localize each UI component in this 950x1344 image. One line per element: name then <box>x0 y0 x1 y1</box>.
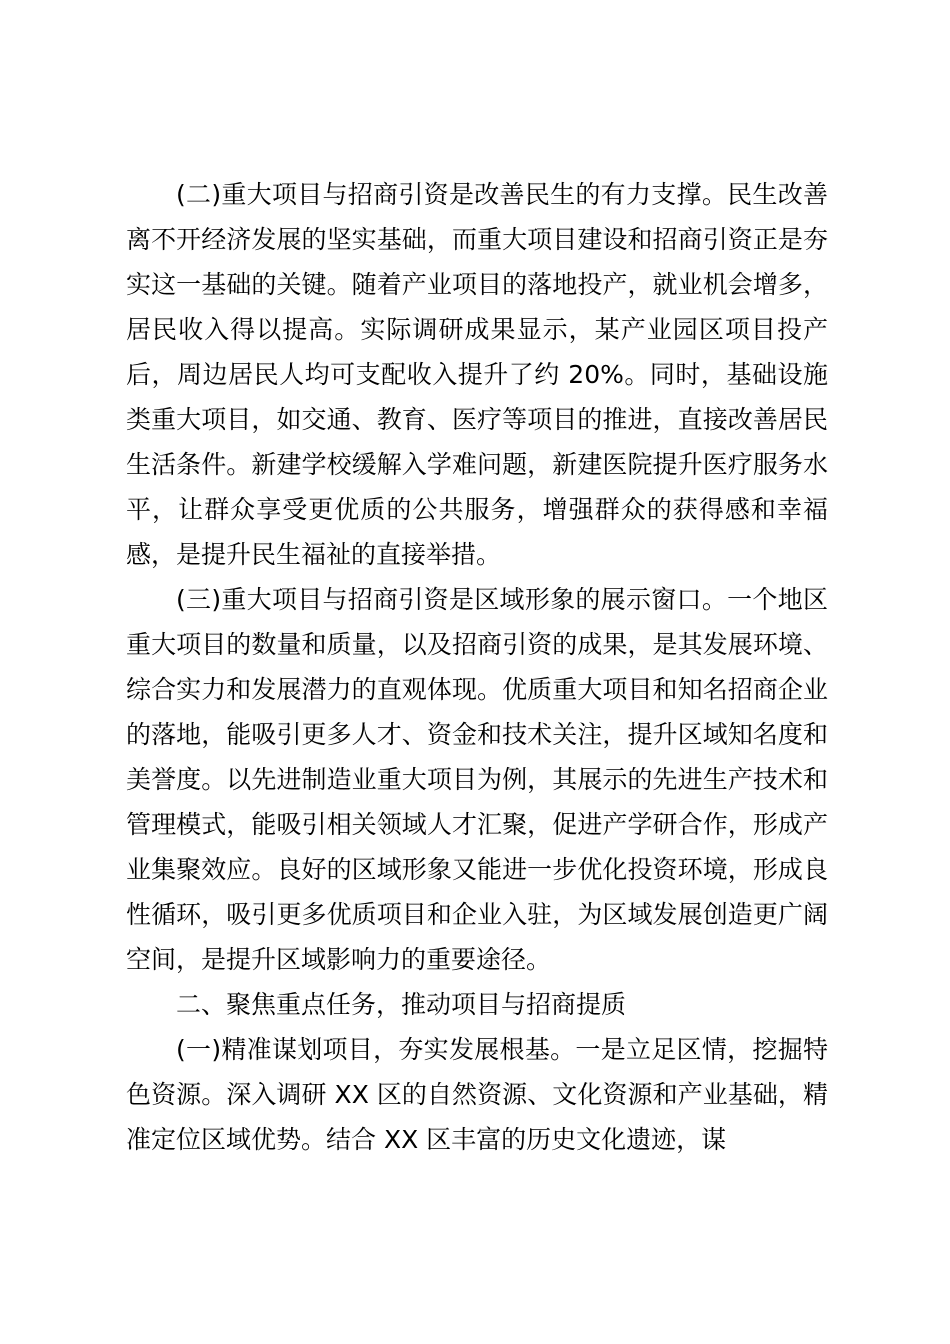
paragraph-project-planning <box>126 1027 828 1162</box>
paragraph-lead: (三)重大项目与招商引资是区域形象的展示窗口。 <box>176 585 728 614</box>
paragraph-regional-image <box>126 577 828 982</box>
paragraph-text: 一个地区重大项目的数量和质量，以及招商引资的成果，是其发展环境、综合实力和发展潜力的直观体现。优质重大项目和知名招商企业的落地，能吸引更多人才、资金和技术关注，提升区域知名度和美誉度。以先进制造业重大项目为例，其展示的先进生产技术和管理模式，能吸引相关领域人才汇聚，促进产学研合作，形成产业集聚效应。良好的区域形象又能进一步优化投资环境，形成良性循环，吸引更多优质项目和企业入驻，为区域发展创造更广阔空间，是提升区域影响力的重要途径。 <box>126 585 828 974</box>
paragraph-lead: (二)重大项目与招商引资是改善民生的有力支撑。 <box>176 180 728 209</box>
paragraph-people-livelihood <box>126 172 828 577</box>
paragraph-text: 一是立足区情，挖掘特色资源。深入调研 XX 区的自然资源、文化资源和产业基础，精准定位区域优势。结合 XX 区丰富的历史文化遗迹，谋 <box>126 1035 828 1154</box>
paragraph-text: 民生改善离不开经济发展的坚实基础，而重大项目建设和招商引资正是夯实这一基础的关键。随着产业项目的落地投产，就业机会增多，居民收入得以提高。实际调研成果显示，某产业园区项目投产后，周边居民人均可支配收入提升了约 20%。同时，基础设施类重大项目，如交通、教育、医疗等项目的推进，直接改善居民生活条件。新建学校缓解入学难问题，新建医院提升医疗服务水平，让群众享受更优质的公共服务，增强群众的获得感和幸福感，是提升民生福祉的直接举措。 <box>126 180 828 569</box>
section-heading-text: 二、聚焦重点任务，推动项目与招商提质 <box>176 990 627 1019</box>
section-heading <box>126 982 828 1027</box>
paragraph-lead: (一)精准谋划项目，夯实发展根基。 <box>176 1035 576 1064</box>
document-body <box>126 172 828 1162</box>
